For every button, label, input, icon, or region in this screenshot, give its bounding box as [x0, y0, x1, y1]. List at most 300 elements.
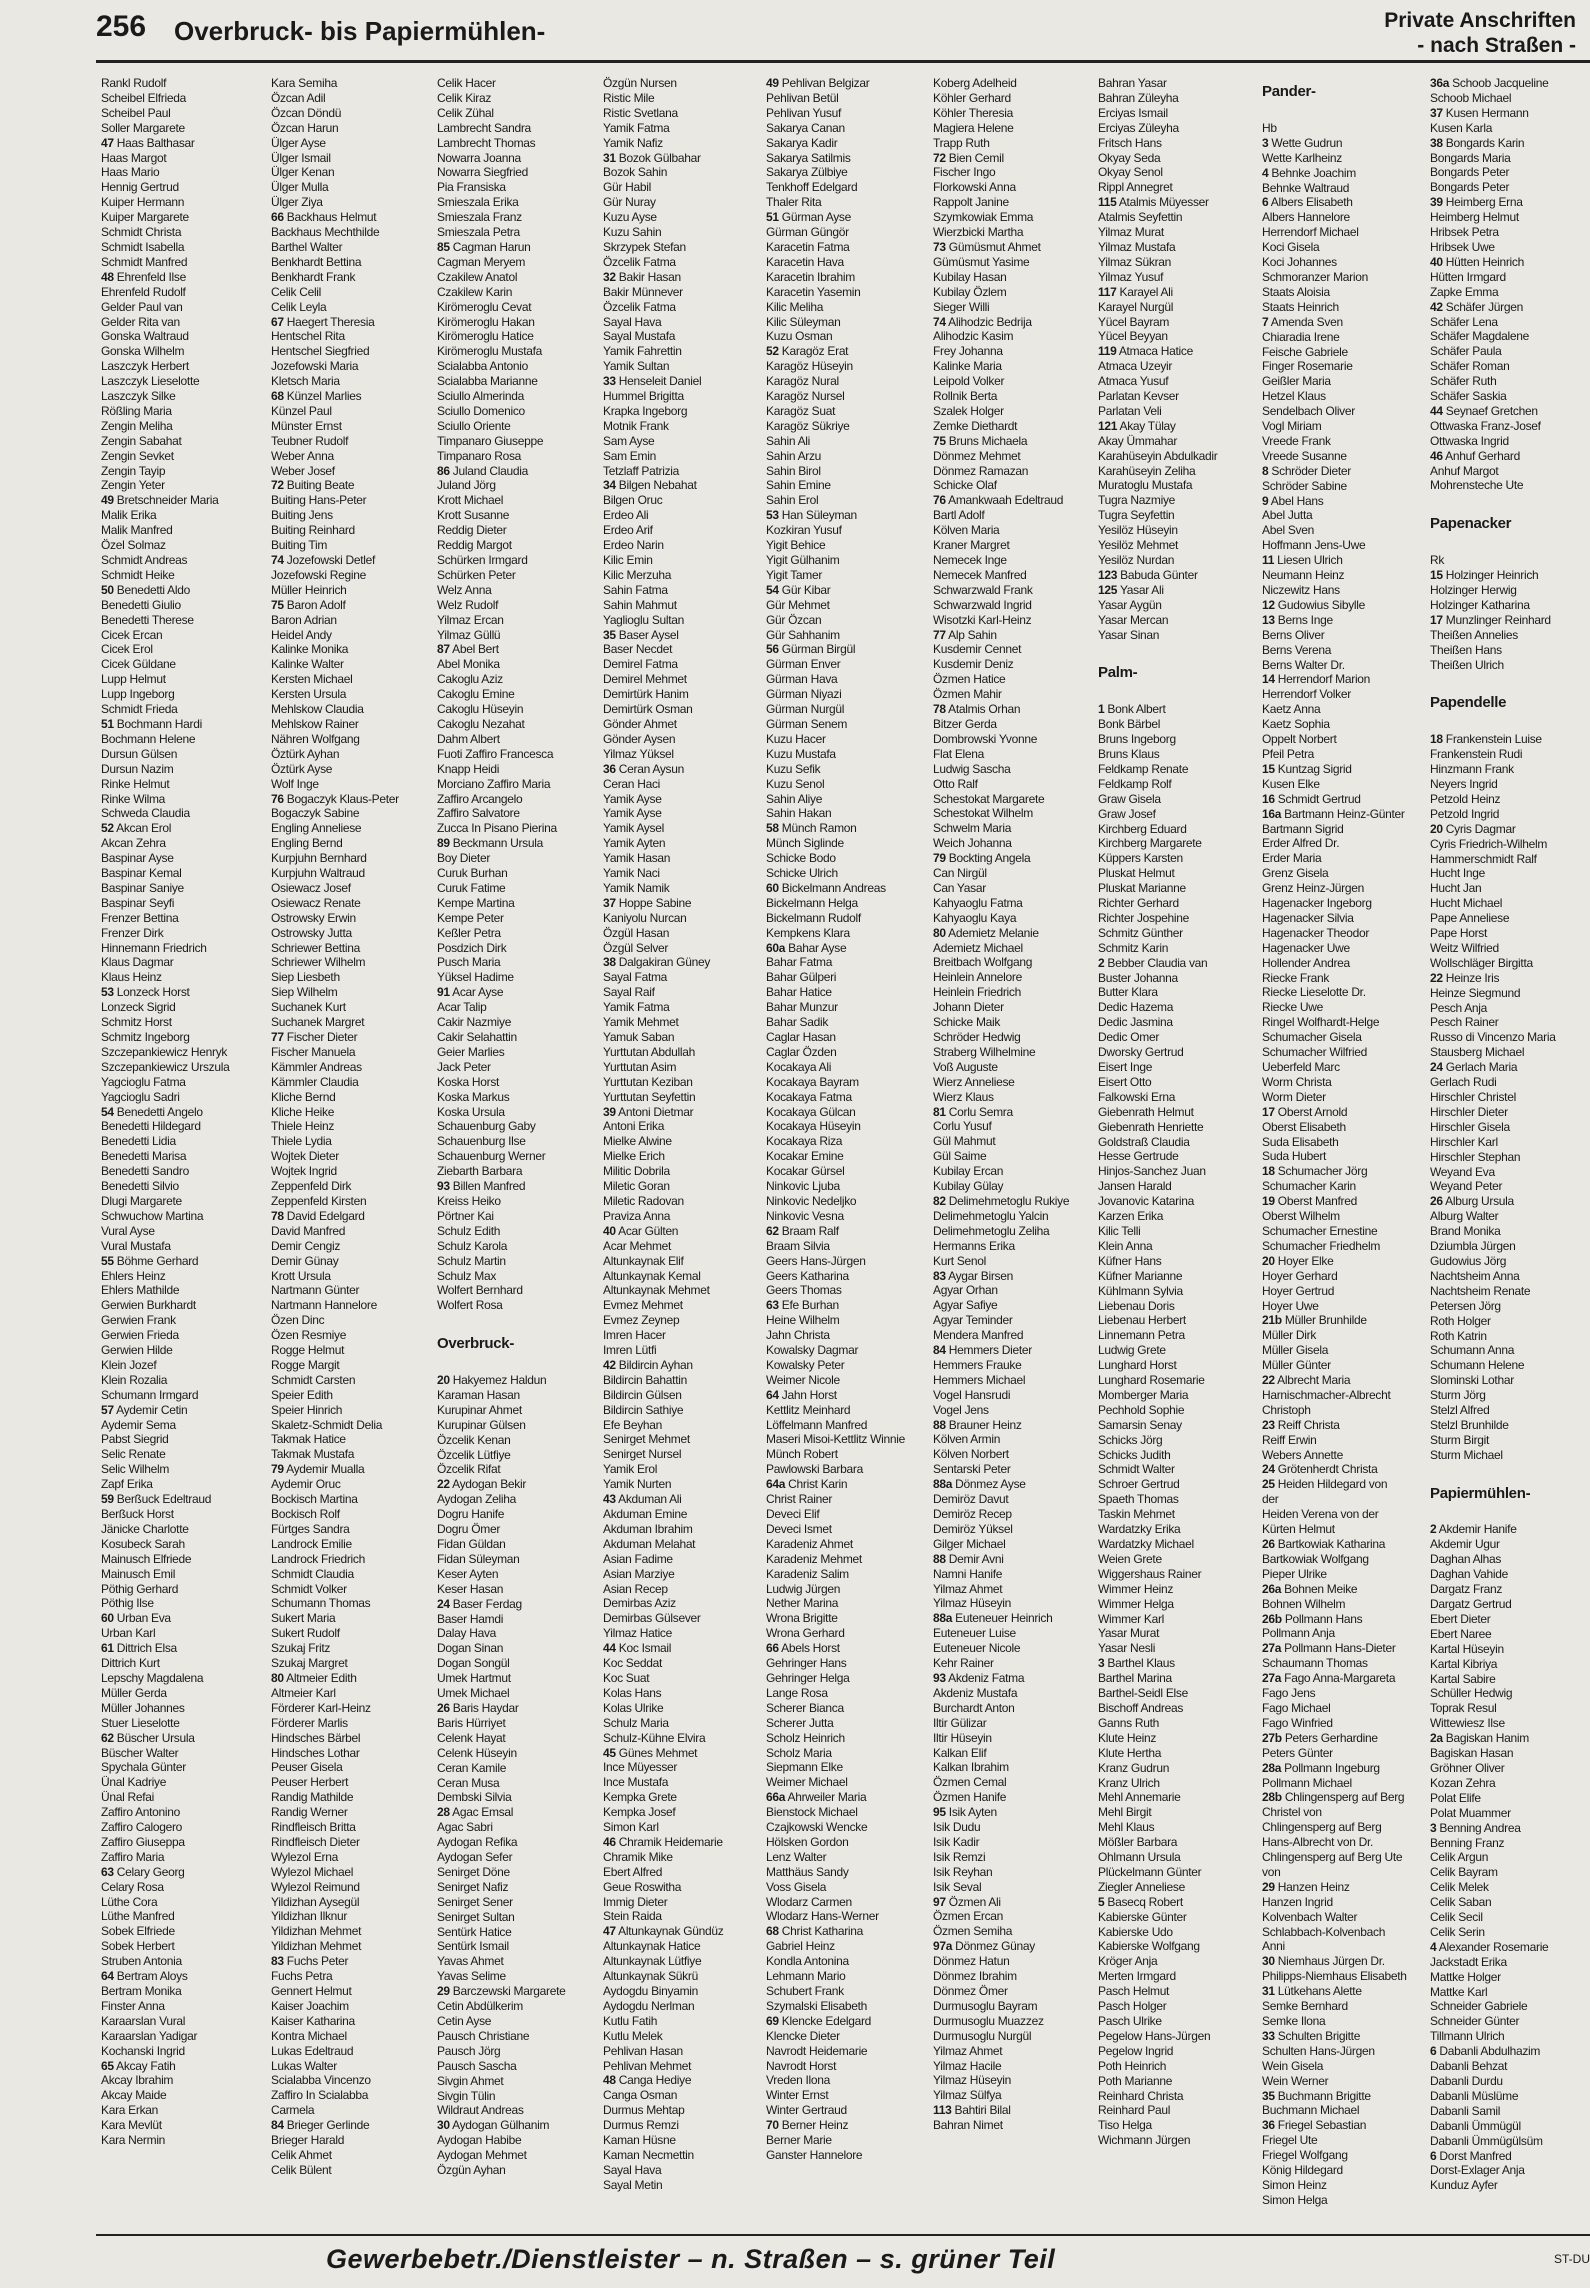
- resident-entry: Özcan Döndü: [271, 105, 342, 120]
- resident-entry: Yamuk Saban: [603, 1030, 675, 1044]
- resident-entry: Senirget Nafiz: [437, 1879, 509, 1894]
- resident-entry: Rindfleisch Dieter: [271, 1834, 360, 1849]
- resident-entry: Fritsch Hans: [1098, 135, 1162, 150]
- resident-entry: Skrzypek Stefan: [603, 239, 686, 254]
- resident-entry: 16 Schmidt Gertrud: [1262, 791, 1361, 806]
- resident-entry: Hucht Jan: [1430, 881, 1482, 896]
- resident-entry: Schäfer Lena: [1430, 314, 1498, 329]
- resident-entry: 81 Corlu Semra: [933, 1104, 1013, 1119]
- resident-entry: Florkowski Anna: [933, 180, 1016, 195]
- resident-entry: Lambrecht Thomas: [437, 135, 536, 150]
- resident-entry: Schicke Maik: [933, 1015, 1001, 1030]
- resident-entry: Sam Emin: [603, 448, 656, 463]
- resident-entry: Hinjos-Sanchez Juan: [1098, 1164, 1206, 1179]
- resident-entry: Celik Argun: [1430, 1850, 1489, 1865]
- resident-entry: Kubilay Ercan: [933, 1164, 1004, 1179]
- house-number: 68: [766, 1924, 779, 1939]
- resident-entry: Frenzer Dirk: [101, 925, 164, 940]
- resident-entry: Koska Ursula: [437, 1104, 505, 1119]
- resident-entry: Kara Nermin: [101, 2133, 166, 2148]
- resident-entry: Yamik Hasan: [603, 851, 671, 866]
- resident-entry: Sahin Birol: [766, 463, 821, 478]
- resident-entry: Kuzu Senol: [766, 776, 825, 791]
- resident-entry: Yüksel Hadime: [437, 970, 514, 985]
- resident-entry: Schmitz Horst: [101, 1015, 172, 1030]
- resident-entry: Celik Leyla: [271, 299, 327, 314]
- resident-entry: Schulz Maria: [603, 1715, 669, 1730]
- resident-entry: Bruns Klaus: [1098, 746, 1160, 761]
- street-heading: Pander-: [1262, 83, 1316, 100]
- resident-entry: [1098, 687, 1258, 702]
- resident-entry: Demiröz Davut: [933, 1492, 1009, 1507]
- resident-entry: 38 Bongards Karin: [1430, 135, 1525, 150]
- house-number: 80: [933, 925, 946, 940]
- resident-entry: Sayal Raif: [603, 985, 655, 1000]
- resident-entry: 77 Alp Sahin: [933, 627, 997, 642]
- resident-entry: Kontra Michael: [271, 2028, 347, 2043]
- resident-entry: Ehlers Heinz: [101, 1268, 166, 1283]
- resident-entry: Koci Johannes: [1262, 255, 1337, 270]
- resident-entry: Cakir Nazmiye: [437, 1015, 512, 1030]
- resident-entry: Pabst Siegrid: [101, 1432, 169, 1447]
- house-number: 52: [101, 821, 114, 836]
- resident-entry: Förderer Marlis: [271, 1715, 348, 1730]
- resident-entry: 113 Bahtiri Bilal: [933, 2103, 1011, 2118]
- resident-entry: Schäfer Paula: [1430, 344, 1502, 359]
- house-number: 2a: [1430, 1731, 1443, 1746]
- house-number: 35: [603, 627, 616, 642]
- resident-entry: Euteneuer Luise: [933, 1626, 1016, 1641]
- resident-entry: Yavas Selime: [437, 1969, 506, 1984]
- resident-entry: Jahn Christa: [766, 1328, 830, 1343]
- resident-entry: Ganster Hannelore: [766, 2147, 863, 2162]
- resident-entry: Zaffiro Arcangelo: [437, 791, 523, 806]
- resident-entry: 93 Akdeniz Fatma: [933, 1670, 1025, 1685]
- resident-entry: Hanzen Ingrid: [1262, 1894, 1333, 1909]
- resident-entry: Gönder Aysen: [603, 731, 676, 746]
- resident-entry: Welz Rudolf: [437, 597, 499, 612]
- resident-entry: Smieszala Franz: [437, 210, 522, 225]
- resident-entry: Krott Ursula: [271, 1268, 331, 1283]
- resident-entry: Mainusch Elfriede: [101, 1551, 192, 1566]
- resident-entry: Voss Gisela: [766, 1879, 827, 1894]
- resident-entry: Dlugi Margarete: [101, 1193, 182, 1208]
- resident-entry: Wolfert Bernhard: [437, 1283, 523, 1298]
- directory-column: [1098, 76, 1258, 2236]
- resident-entry: Frenzer Bettina: [101, 910, 179, 925]
- resident-entry: Zucca In Pisano Pierina: [437, 821, 557, 836]
- resident-entry: Karacetin Hava: [766, 254, 844, 269]
- resident-entry: Spychala Günter: [101, 1760, 186, 1775]
- resident-entry: Takmak Hatice: [271, 1432, 346, 1447]
- house-number: 4: [1430, 1939, 1437, 1954]
- resident-entry: Demir Cengiz: [271, 1238, 341, 1253]
- resident-entry: Voß Auguste: [933, 1059, 998, 1074]
- house-number: 11: [1262, 553, 1275, 568]
- resident-entry: 91 Acar Ayse: [437, 985, 504, 1000]
- house-number: 81: [933, 1104, 946, 1119]
- house-number: 79: [271, 1462, 284, 1477]
- resident-entry: Erder Maria: [1262, 851, 1322, 866]
- resident-entry: Schmidt Andreas: [101, 553, 188, 567]
- resident-entry: Klein Rozalia: [101, 1372, 168, 1387]
- resident-entry: 20 Cyris Dagmar: [1430, 821, 1516, 836]
- resident-entry: Polat Muammer: [1430, 1805, 1511, 1820]
- resident-entry: Heinlein Annelore: [933, 970, 1022, 985]
- house-number: 23: [1262, 1417, 1275, 1432]
- resident-entry: Yamik Nurten: [603, 1477, 672, 1492]
- house-number: 24: [1430, 1060, 1443, 1075]
- resident-entry: Schestokat Wilhelm: [933, 806, 1033, 821]
- house-number: 36: [1262, 2118, 1275, 2133]
- resident-entry: 64 Jahn Horst: [766, 1387, 837, 1402]
- resident-entry: Gür Nuray: [603, 195, 656, 210]
- resident-entry: Eisert Inge: [1098, 1060, 1153, 1074]
- house-number: 69: [766, 2013, 779, 2028]
- resident-entry: Graw Josef: [1098, 806, 1156, 821]
- resident-entry: Gonska Waltraud: [101, 329, 189, 344]
- resident-entry: Reinhard Paul: [1098, 2103, 1171, 2118]
- footer-code: ST-DU: [1554, 2252, 1590, 2266]
- resident-entry: Magiera Helene: [933, 120, 1014, 135]
- resident-entry: 6 Albers Elisabeth: [1262, 195, 1353, 210]
- resident-entry: 15 Kuntzag Sigrid: [1262, 761, 1352, 776]
- resident-entry: Posdzich Dirk: [437, 940, 507, 955]
- resident-entry: Petzold Ingrid: [1430, 806, 1500, 821]
- resident-entry: Kartal Hüseyin: [1430, 1641, 1504, 1656]
- resident-entry: Suda Elisabeth: [1262, 1134, 1339, 1149]
- resident-entry: 3 Wette Gudrun: [1262, 135, 1343, 150]
- resident-entry: Hinzmann Frank: [1430, 762, 1514, 777]
- resident-entry: Peuser Herbert: [271, 1775, 349, 1790]
- resident-entry: Bahar Hatice: [766, 985, 832, 1000]
- resident-entry: Schauenburg Gaby: [437, 1119, 536, 1134]
- resident-entry: Oppelt Norbert: [1262, 732, 1337, 747]
- resident-entry: Scherer Bianca: [766, 1700, 844, 1715]
- resident-entry: Zeppenfeld Kirsten: [271, 1193, 367, 1208]
- resident-entry: 20 Hoyer Elke: [1262, 1253, 1334, 1268]
- resident-entry: 78 Atalmis Orhan: [933, 702, 1021, 717]
- resident-entry: Peuser Gisela: [271, 1760, 343, 1775]
- resident-entry: Suda Hubert: [1262, 1149, 1327, 1164]
- resident-entry: Gerwien Burkhardt: [101, 1298, 196, 1313]
- resident-entry: Jozefowski Regine: [271, 567, 366, 582]
- resident-entry: Akcay Maide: [101, 2088, 167, 2103]
- resident-entry: Jackstadt Erika: [1430, 1954, 1507, 1969]
- resident-entry: Dönmez Ibrahim: [933, 1969, 1017, 1984]
- resident-entry: Gröhner Oliver: [1430, 1760, 1505, 1775]
- resident-entry: Trapp Ruth: [933, 135, 990, 150]
- resident-entry: Schoob Michael: [1430, 90, 1512, 105]
- house-number: 27a: [1262, 1671, 1282, 1686]
- resident-entry: Kirömeroglu Hatice: [437, 329, 534, 344]
- resident-entry: Schüller Hedwig: [1430, 1686, 1513, 1701]
- resident-entry: Kuiper Margarete: [101, 210, 189, 225]
- resident-entry: Buiting Hans-Peter: [271, 493, 367, 508]
- resident-entry: Aydogdu Nerlman: [603, 1998, 695, 2013]
- resident-entry: Weich Johanna: [933, 836, 1012, 851]
- resident-entry: Pluskat Marianne: [1098, 881, 1186, 896]
- house-number: 32: [603, 269, 616, 284]
- resident-entry: Baron Adrian: [271, 612, 337, 627]
- resident-entry: 66a Ahrweiler Maria: [766, 1790, 867, 1805]
- resident-entry: Heiden Verena von der: [1262, 1507, 1379, 1522]
- resident-entry: Küfner Hans: [1098, 1253, 1162, 1268]
- resident-entry: Alburg Walter: [1430, 1209, 1499, 1224]
- resident-entry: Kochanski Ingrid: [101, 2043, 185, 2058]
- house-number: 70: [766, 2118, 779, 2133]
- resident-entry: Rogge Margit: [271, 1357, 340, 1372]
- resident-entry: Karaarslan Yadigar: [101, 2028, 198, 2043]
- section-label: [1384, 8, 1576, 58]
- resident-entry: Asian Marziye: [603, 1566, 675, 1581]
- resident-entry: Schumacher Ernestine: [1262, 1223, 1378, 1238]
- resident-entry: Pia Fransiska: [437, 180, 506, 195]
- resident-entry: Wisotzki Karl-Heinz: [933, 612, 1032, 627]
- resident-entry: Iltir Gülizar: [933, 1715, 987, 1730]
- resident-entry: Holzinger Katharina: [1430, 597, 1530, 612]
- resident-entry: Geue Roswitha: [603, 1879, 682, 1894]
- resident-entry: Özgül Selver: [603, 940, 669, 955]
- resident-entry: Sahin Ali: [766, 433, 810, 448]
- resident-entry: 46 Chramik Heidemarie: [603, 1834, 723, 1849]
- resident-entry: Thaler Rita: [766, 195, 822, 210]
- resident-entry: Richter Gerhard: [1098, 896, 1179, 911]
- resident-entry: Weber Anna: [271, 448, 334, 463]
- house-number: 62: [101, 1730, 114, 1745]
- resident-entry: Köhler Gerhard: [933, 90, 1011, 105]
- resident-entry: Kempkens Klara: [766, 925, 850, 940]
- resident-entry: Yilmaz Ahmet: [933, 1581, 1003, 1596]
- resident-entry: Koc Suat: [603, 1670, 650, 1685]
- resident-entry: 2a Bagiskan Hanim: [1430, 1731, 1529, 1746]
- house-number: 73: [933, 239, 946, 254]
- resident-entry: Kurpjuhn Bernhard: [271, 851, 367, 866]
- resident-entry: Gürman Senem: [766, 716, 848, 731]
- resident-entry: Cicek Erol: [101, 642, 153, 657]
- resident-entry: 42 Schäfer Jürgen: [1430, 299, 1523, 314]
- resident-entry: Pausch Christiane: [437, 2028, 530, 2043]
- resident-entry: Graw Gisela: [1098, 791, 1161, 806]
- resident-entry: Thiele Lydia: [271, 1134, 332, 1149]
- resident-entry: Schumann Irmgard: [101, 1387, 199, 1402]
- resident-entry: 26b Pollmann Hans: [1262, 1611, 1363, 1626]
- resident-entry: Krott Susanne: [437, 508, 510, 523]
- resident-entry: Kraner Margret: [933, 538, 1010, 553]
- house-number: 44: [1430, 403, 1443, 418]
- resident-entry: Karahüseyin Abdulkadir: [1098, 448, 1218, 463]
- resident-entry: Gelder Rita van: [101, 314, 180, 329]
- resident-entry: Yigit Tamer: [766, 567, 823, 582]
- resident-entry: Welz Anna: [437, 582, 492, 597]
- resident-entry: Can Yasar: [933, 880, 986, 895]
- house-number: 74: [933, 314, 946, 329]
- house-number: 68: [271, 389, 284, 404]
- resident-entry: Falkowski Erna: [1098, 1089, 1176, 1104]
- resident-entry: Senirget Sultan: [437, 1909, 515, 1924]
- house-number: 6: [1262, 195, 1269, 210]
- resident-entry: Hölsken Gordon: [766, 1834, 849, 1849]
- resident-entry: Kürten Helmut: [1262, 1522, 1335, 1537]
- resident-entry: Hribsek Petra: [1430, 225, 1499, 240]
- resident-entry: Erdeo Narin: [603, 538, 664, 553]
- resident-entry: Szczepankiewicz Urszula: [101, 1059, 230, 1074]
- resident-entry: Pesch Anja: [1430, 1000, 1488, 1015]
- resident-entry: Leipold Volker: [933, 374, 1005, 389]
- resident-entry: Mehl Klaus: [1098, 1820, 1155, 1835]
- resident-entry: [437, 1313, 597, 1328]
- resident-entry: Schwuchow Martina: [101, 1208, 204, 1223]
- resident-entry: Yilmaz Hacile: [933, 2058, 1002, 2073]
- resident-entry: Mielke Alwine: [603, 1134, 672, 1149]
- resident-entry: Demiröz Yüksel: [933, 1521, 1013, 1536]
- resident-entry: 97a Dönmez Günay: [933, 1939, 1035, 1954]
- resident-entry: Akduman Ibrahim: [603, 1521, 693, 1536]
- house-number: 25: [1262, 1477, 1275, 1492]
- resident-entry: 95 Isik Ayten: [933, 1805, 997, 1820]
- resident-entry: Semke Bernhard: [1262, 1999, 1348, 2014]
- resident-entry: Baspinar Kemal: [101, 866, 182, 881]
- resident-entry: Hermanns Erika: [933, 1238, 1015, 1253]
- resident-entry: Morciano Zaffiro Maria: [437, 776, 551, 791]
- house-number: 7: [1262, 314, 1269, 329]
- resident-entry: Akcan Zehra: [101, 836, 166, 851]
- resident-entry: Dönmez Hatun: [933, 1954, 1010, 1969]
- resident-entry: Sayal Hava: [603, 2162, 662, 2177]
- resident-entry: Dorst-Exlager Anja: [1430, 2163, 1525, 2178]
- resident-entry: Bahar Fatma: [766, 955, 833, 970]
- resident-entry: Schicke Bodo: [766, 851, 836, 866]
- resident-entry: Roth Holger: [1430, 1313, 1491, 1328]
- resident-entry: Wardatzky Michael: [1098, 1537, 1194, 1551]
- resident-entry: Mendera Manfred: [933, 1328, 1024, 1343]
- resident-entry: 62 Büscher Ursula: [101, 1730, 195, 1745]
- resident-entry: Parlatan Veli: [1098, 403, 1162, 418]
- house-number: 35: [1262, 2088, 1275, 2103]
- resident-entry: Schumacher Wilfried: [1262, 1045, 1368, 1060]
- resident-entry: Altunkaynak Elif: [603, 1253, 684, 1268]
- house-number: 121: [1098, 418, 1118, 433]
- resident-entry: Bienstock Michael: [766, 1805, 858, 1820]
- resident-entry: 115 Atalmis Müyesser: [1098, 195, 1209, 210]
- resident-entry: Staats Heinrich: [1262, 299, 1339, 314]
- resident-entry: Dönmez Ömer: [933, 1984, 1008, 1998]
- resident-entry: Miletic Goran: [603, 1179, 670, 1194]
- resident-entry: Czajkowski Wencke: [766, 1820, 868, 1835]
- resident-entry: 125 Yasar Ali: [1098, 582, 1164, 597]
- resident-entry: 74 Alihodzic Bedrija: [933, 314, 1032, 329]
- resident-entry: 58 Münch Ramon: [766, 821, 857, 836]
- resident-entry: Okyay Seda: [1098, 150, 1161, 165]
- house-number: 54: [766, 582, 779, 597]
- house-number: 42: [603, 1357, 616, 1372]
- resident-entry: Selic Renate: [101, 1447, 166, 1462]
- resident-entry: Müller Günter: [1262, 1358, 1331, 1373]
- house-number: 26: [437, 1700, 450, 1715]
- house-number: 59: [101, 1492, 114, 1507]
- resident-entry: Isik Remzi: [933, 1849, 986, 1864]
- house-number: 93: [933, 1670, 946, 1685]
- resident-entry: Dabanli Ümmügülsüm: [1430, 2133, 1543, 2148]
- resident-entry: Weitz Wilfried: [1430, 940, 1499, 955]
- resident-entry: Sturm Jörg: [1430, 1388, 1486, 1403]
- resident-entry: Nowarra Siegfried: [437, 165, 528, 180]
- resident-entry: Antoni Erika: [603, 1119, 665, 1134]
- resident-entry: Acar Mehmet: [603, 1238, 672, 1253]
- resident-entry: Vural Mustafa: [101, 1238, 171, 1253]
- house-number: 77: [933, 627, 946, 642]
- resident-entry: 29 Barczewski Margarete: [437, 1984, 566, 1999]
- resident-entry: Hoyer Gertrud: [1262, 1283, 1335, 1298]
- resident-entry: Özel Solmaz: [101, 538, 166, 553]
- resident-entry: Kutlu Fatih: [603, 2013, 658, 2028]
- house-number: 97: [933, 1894, 946, 1909]
- resident-entry: Zengin Sabahat: [101, 433, 182, 448]
- resident-entry: Celik Secil: [1430, 1910, 1483, 1925]
- resident-entry: Motnik Frank: [603, 418, 669, 433]
- resident-entry: Hemmers Michael: [933, 1372, 1026, 1387]
- resident-entry: Altunkaynak Sükrü: [603, 1969, 698, 1984]
- resident-entry: 60 Urban Eva: [101, 1611, 171, 1626]
- resident-entry: Momberger Maria: [1098, 1387, 1189, 1402]
- resident-entry: Kaman Necmettin: [603, 2147, 694, 2162]
- resident-entry: 84 Brieger Gerlinde: [271, 2118, 370, 2133]
- resident-entry: Yasar Sinan: [1098, 627, 1160, 642]
- resident-entry: 37 Kusen Hermann: [1430, 105, 1529, 120]
- resident-entry: Yasar Murat: [1098, 1626, 1160, 1641]
- house-number: 29: [437, 1984, 450, 1999]
- house-number: 3: [1430, 1820, 1437, 1835]
- resident-entry: Bartkowiak Wolfgang: [1262, 1551, 1369, 1566]
- resident-entry: Slominski Lothar: [1430, 1373, 1514, 1388]
- resident-entry: Yilmaz Sülfya: [933, 2088, 1002, 2103]
- resident-entry: Sivgin Tülin: [437, 2088, 496, 2103]
- resident-entry: 43 Akduman Ali: [603, 1492, 682, 1507]
- resident-entry: 9 Abel Hans: [1262, 493, 1324, 508]
- house-number: 42: [1430, 299, 1443, 314]
- resident-entry: Demirtürk Hanim: [603, 687, 689, 702]
- resident-entry: Immig Dieter: [603, 1894, 668, 1909]
- resident-entry: Özmen Hanife: [933, 1790, 1007, 1805]
- resident-entry: Matthäus Sandy: [766, 1864, 849, 1879]
- resident-entry: Yamik Mehmet: [603, 1015, 679, 1030]
- resident-entry: Kozkiran Yusuf: [766, 523, 842, 538]
- resident-entry: Bruns Ingeborg: [1098, 732, 1176, 747]
- resident-entry: Pegelow Hans-Jürgen: [1098, 2028, 1211, 2043]
- resident-entry: Schulz Karola: [437, 1238, 508, 1253]
- resident-entry: Yilmaz Hüseyin: [933, 2073, 1012, 2088]
- house-number: 123: [1098, 567, 1118, 582]
- resident-entry: Gerwien Frieda: [101, 1328, 179, 1343]
- resident-entry: Simon Karl: [603, 1820, 659, 1835]
- resident-entry: Gerwien Hilde: [101, 1343, 173, 1358]
- resident-entry: Müller Heinrich: [271, 582, 347, 597]
- resident-entry: Wierz Klaus: [933, 1089, 994, 1104]
- resident-entry: Ziebarth Barbara: [437, 1164, 523, 1179]
- resident-entry: Yavas Ahmet: [437, 1954, 504, 1969]
- resident-entry: Anni: [1262, 1939, 1285, 1954]
- resident-entry: Navrodt Heidemarie: [766, 2043, 868, 2058]
- house-number: 85: [437, 239, 450, 254]
- resident-entry: Krapka Ingeborg: [603, 403, 688, 418]
- resident-entry: Lunghard Rosemarie: [1098, 1373, 1205, 1388]
- resident-entry: Bartmann Sigrid: [1262, 821, 1344, 836]
- house-number: 48: [101, 269, 114, 284]
- resident-entry: 6 Dorst Manfred: [1430, 2148, 1512, 2163]
- resident-entry: 28a Pollmann Ingeburg: [1262, 1760, 1380, 1775]
- resident-entry: Kuzu Mustafa: [766, 746, 836, 761]
- resident-entry: Weber Josef: [271, 463, 335, 478]
